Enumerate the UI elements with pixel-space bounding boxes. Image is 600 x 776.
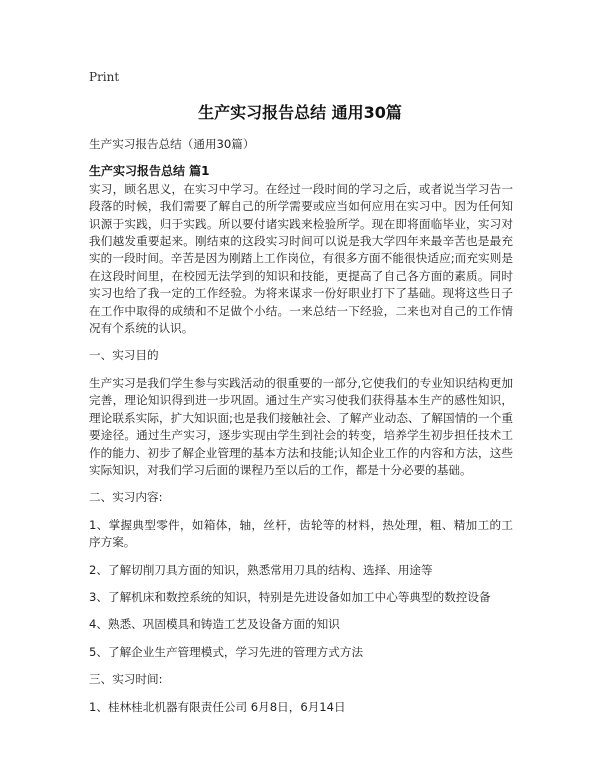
content-item-3: 3、了解机床和数控系统的知识，特别是先进设备如加工中心等典型的数控设备 (89, 589, 491, 604)
intro-paragraph: 实习，顾名思义，在实习中学习。在经过一段时间的学习之后，或者说当学习告一段落的时候，我们需要了解自己的所学需要或应当如何应用在实习中。因为任何知识源于实践，归于实践。所以要付诸实践来检验所学。现在即将面临毕业，实习对我们越发重要起来。刚结束的这段实习时间可以说是我大学四年来最辛苦也是最充实的一段时间。辛苦是因为刚踏上工作岗位，有很多方面不能很快适应;而充实则是在这段时间里，在校园无法学到的知识和技能，更提高了自己各方面的素质。同时实习也给了我一定的工作经验。为将来谋求一份好职业打下了基础。现将这些日子在工作中取得的成绩和不足做个小结。一来总结一下经验，二来也对自己的工作情况有个系统的认识。 (89, 181, 513, 336)
purpose-heading: 一、实习目的 (89, 348, 159, 363)
content-item-5: 5、了解企业生产管理模式，学习先进的管理方式方法 (89, 644, 364, 659)
content-heading: 二、实习内容: (89, 490, 163, 505)
document-subtitle: 生产实习报告总结（通用30篇） (89, 137, 255, 151)
content-item-2: 2、了解切削刀具方面的知识，熟悉常用刀具的结构、选择、用途等 (89, 562, 433, 577)
content-item-4: 4、熟悉、巩固模具和铸造工艺及设备方面的知识 (89, 617, 340, 632)
print-link[interactable]: Print (89, 70, 120, 84)
document-body (89, 136, 513, 726)
time-heading: 三、实习时间: (89, 672, 163, 687)
section-heading: 生产实习报告总结 篇1 (89, 164, 210, 179)
document-title: 生产实习报告总结 通用30篇 (198, 103, 402, 122)
time-item-1: 1、桂林桂北机器有限责任公司 6月8日，6月14日 (89, 699, 346, 714)
content-item-1: 1、掌握典型零件，如箱体，轴，丝杆，齿轮等的材料，热处理，粗、精加工的工序方案。 (89, 517, 513, 550)
purpose-paragraph: 生产实习是我们学生参与实践活动的很重要的一部分,它使我们的专业知识结构更加完善，理论知识得到进一步巩固。通过生产实习使我们获得基本生产的感性知识，理论联系实际，扩大知识面;也是我们接触社会、了解产业动态、了解国情的一个重要途径。通过生产实习，逐步实现由学生到社会的转变，培养学生初步担任技术工作的能力、初步了解企业管理的基本方法和技能;认知企业工作的内容和方法，这些实际知识，对我们学习后面的课程乃至以后的工作，都是十分必要的基础。 (89, 375, 513, 477)
